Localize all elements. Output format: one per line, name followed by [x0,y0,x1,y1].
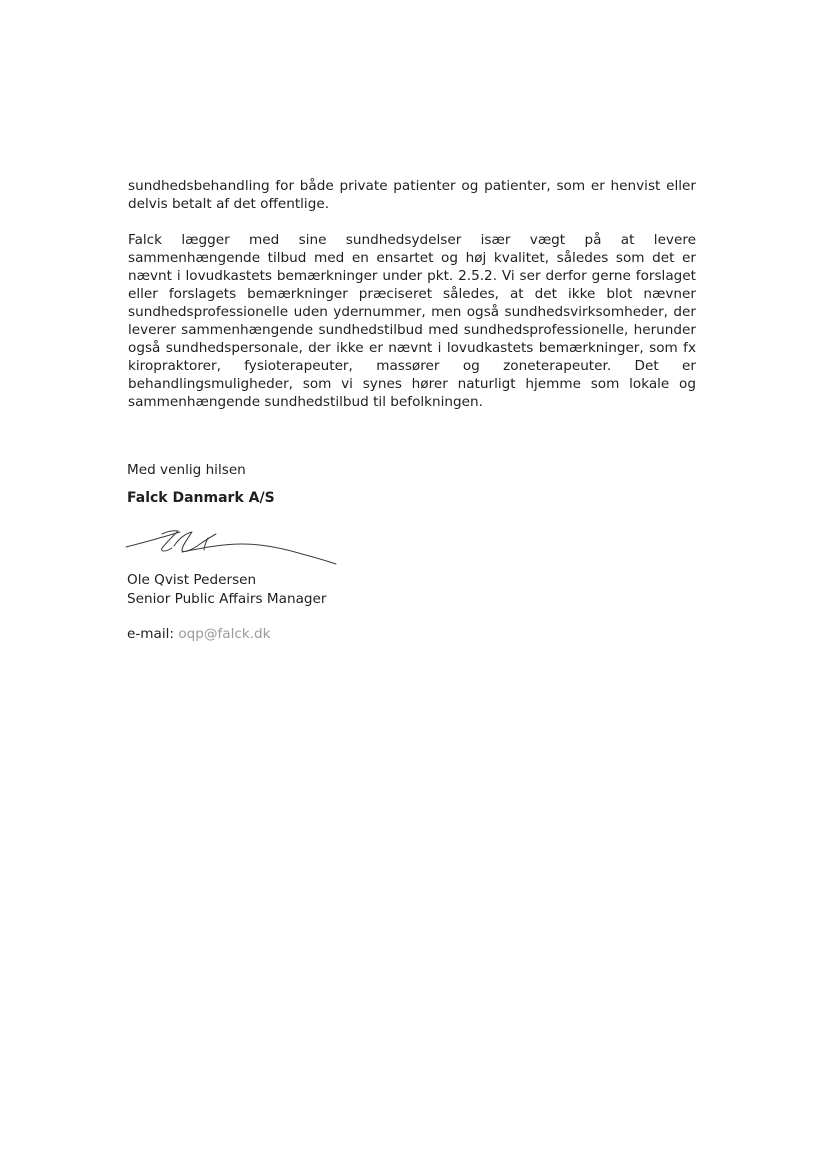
paragraph-2: Falck lægger med sine sundhedsydelser især vægt på at levere sammenhængende tilbud med en ensartet og høj kvalitet, således som det er nævnt i lovudkastets bemærkninger under pkt. 2.5.2. Vi ser derfor gerne forslaget eller forslagets bemærkninger præciseret således, at det ikke blot nævner sundhedsprofessionelle uden ydernummer, men også sundhedsvirksomheder, der leverer sammenhængende sundhedstilbud med sundhedsprofessionelle, herunder også sundhedspersonale, der ikke er nævnt i lovudkastets bemærkninger, som fx kiropraktorer, fysioterapeuter, massører og zoneterapeuter. Det er behandlingsmuligheder, som vi synes hører naturligt hjemme som lokale og sammenhængende sundhedstilbud til befolkningen. [128,232,696,410]
email-row [127,625,271,643]
handwritten-signature [122,526,342,572]
email-label: e-mail: [127,626,174,642]
letter-body [128,177,696,213]
letter-body-main [128,231,696,411]
signer-title: Senior Public Affairs Manager [127,591,327,607]
email-link[interactable]: oqp@falck.dk [178,626,271,642]
paragraph-1: sundhedsbehandling for både private patienter og patienter, som er henvist eller delvis betalt af det offentlige. [128,178,696,212]
closing-salutation: Med venlig hilsen [127,462,246,478]
signer-name: Ole Qvist Pedersen [127,572,257,588]
company-name: Falck Danmark A/S [127,490,275,506]
